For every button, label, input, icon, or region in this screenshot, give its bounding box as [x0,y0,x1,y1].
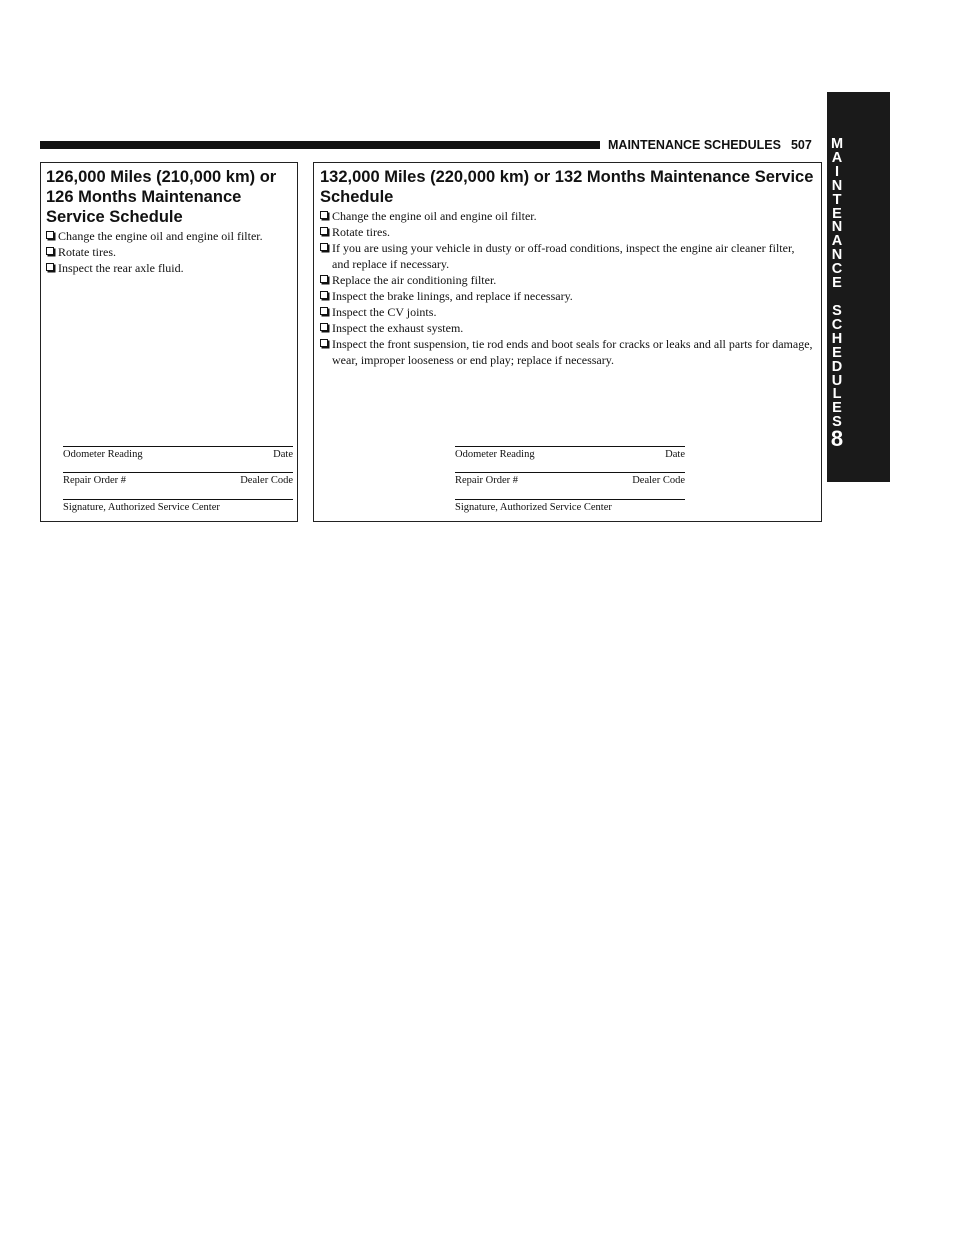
section-title: MAINTENANCE SCHEDULES [608,138,781,152]
task-list [320,208,814,368]
task-item [320,336,814,368]
chapter-tab-letters [827,138,847,430]
task-item [320,304,814,320]
tab-letter: C [831,316,843,333]
tab-letter: E [832,344,842,361]
date-label: Date [273,449,293,460]
chapter-tab [827,92,890,482]
signature-line [455,499,685,500]
tab-letter: N [831,219,843,236]
checkbox-icon[interactable] [320,291,328,299]
page-number: 507 [790,138,812,152]
dealer-code-label: Dealer Code [632,475,685,486]
task-text: Change the engine oil and engine oil filter. [58,229,263,243]
task-text: Inspect the CV joints. [332,305,437,319]
checkbox-icon[interactable] [320,339,328,347]
tab-letter: U [831,372,843,389]
task-text: Inspect the brake linings, and replace if necessary. [332,289,573,303]
tab-letter: S [832,414,842,431]
checkbox-icon[interactable] [320,275,328,283]
task-list [46,228,286,276]
tab-letter: E [832,275,842,292]
date-label: Date [665,449,685,460]
task-text: Change the engine oil and engine oil filter. [332,209,537,223]
tab-letter: M [830,136,844,152]
task-text: Replace the air conditioning filter. [332,273,497,287]
task-item [320,208,814,224]
task-text: Inspect the exhaust system. [332,321,464,335]
task-item [320,224,814,240]
signature-label: Signature, Authorized Service Center [455,502,612,513]
repair-order-label: Repair Order # [455,475,518,486]
tab-letter: T [832,191,842,208]
tab-letter: A [831,233,843,250]
tab-letter: D [831,358,843,375]
signature-line [63,499,293,500]
checkbox-icon[interactable] [320,323,328,331]
signature-line [63,472,293,473]
task-text: Inspect the rear axle fluid. [58,261,184,275]
signature-line [455,472,685,473]
tab-letter: H [831,330,843,347]
checkbox-icon[interactable] [320,211,328,219]
tab-letter: L [832,386,842,403]
chapter-number: 8 [830,426,844,451]
tab-letter: I [834,163,840,180]
page-header [608,137,812,153]
tab-letter: A [831,149,843,166]
tab-letter: E [832,205,842,222]
schedule-title: 126,000 Miles (210,000 km) or 126 Months Maintenance Service Schedule [46,168,277,226]
task-item [46,228,286,244]
repair-order-label: Repair Order # [63,475,126,486]
task-text: If you are using your vehicle in dusty or off-road conditions, inspect the engine air cleaner filter, and replace if necessary. [332,241,795,271]
odometer-label: Odometer Reading [455,449,535,460]
signature-line [63,446,293,447]
checkbox-icon[interactable] [320,227,328,235]
tab-letter: N [831,247,843,264]
dealer-code-label: Dealer Code [240,475,293,486]
task-text: Rotate tires. [58,245,116,259]
odometer-label: Odometer Reading [63,449,143,460]
task-item [320,272,814,288]
checkbox-icon[interactable] [46,263,54,271]
task-text: Rotate tires. [332,225,390,239]
signature-line [455,446,685,447]
tab-letter: S [832,302,842,319]
checkbox-icon[interactable] [46,231,54,239]
task-item [46,244,286,260]
signature-label: Signature, Authorized Service Center [63,502,220,513]
task-item [320,320,814,336]
task-item [320,288,814,304]
tab-letter: N [831,177,843,194]
task-text: Inspect the front suspension, tie rod ends and boot seals for cracks or leaks and all parts for damage, wear, improper looseness or end play; replace if necessary. [332,337,813,367]
checkbox-icon[interactable] [46,247,54,255]
schedule-title: 132,000 Miles (220,000 km) or 132 Months Maintenance Service Schedule [320,168,814,206]
checkbox-icon[interactable] [320,243,328,251]
schedule-box-126000 [40,162,298,522]
tab-letter: C [831,261,843,278]
tab-letter: E [832,400,842,417]
header-rule [40,141,600,149]
schedule-box-132000 [313,162,822,522]
checkbox-icon[interactable] [320,307,328,315]
task-item [46,260,286,276]
task-item [320,240,814,272]
